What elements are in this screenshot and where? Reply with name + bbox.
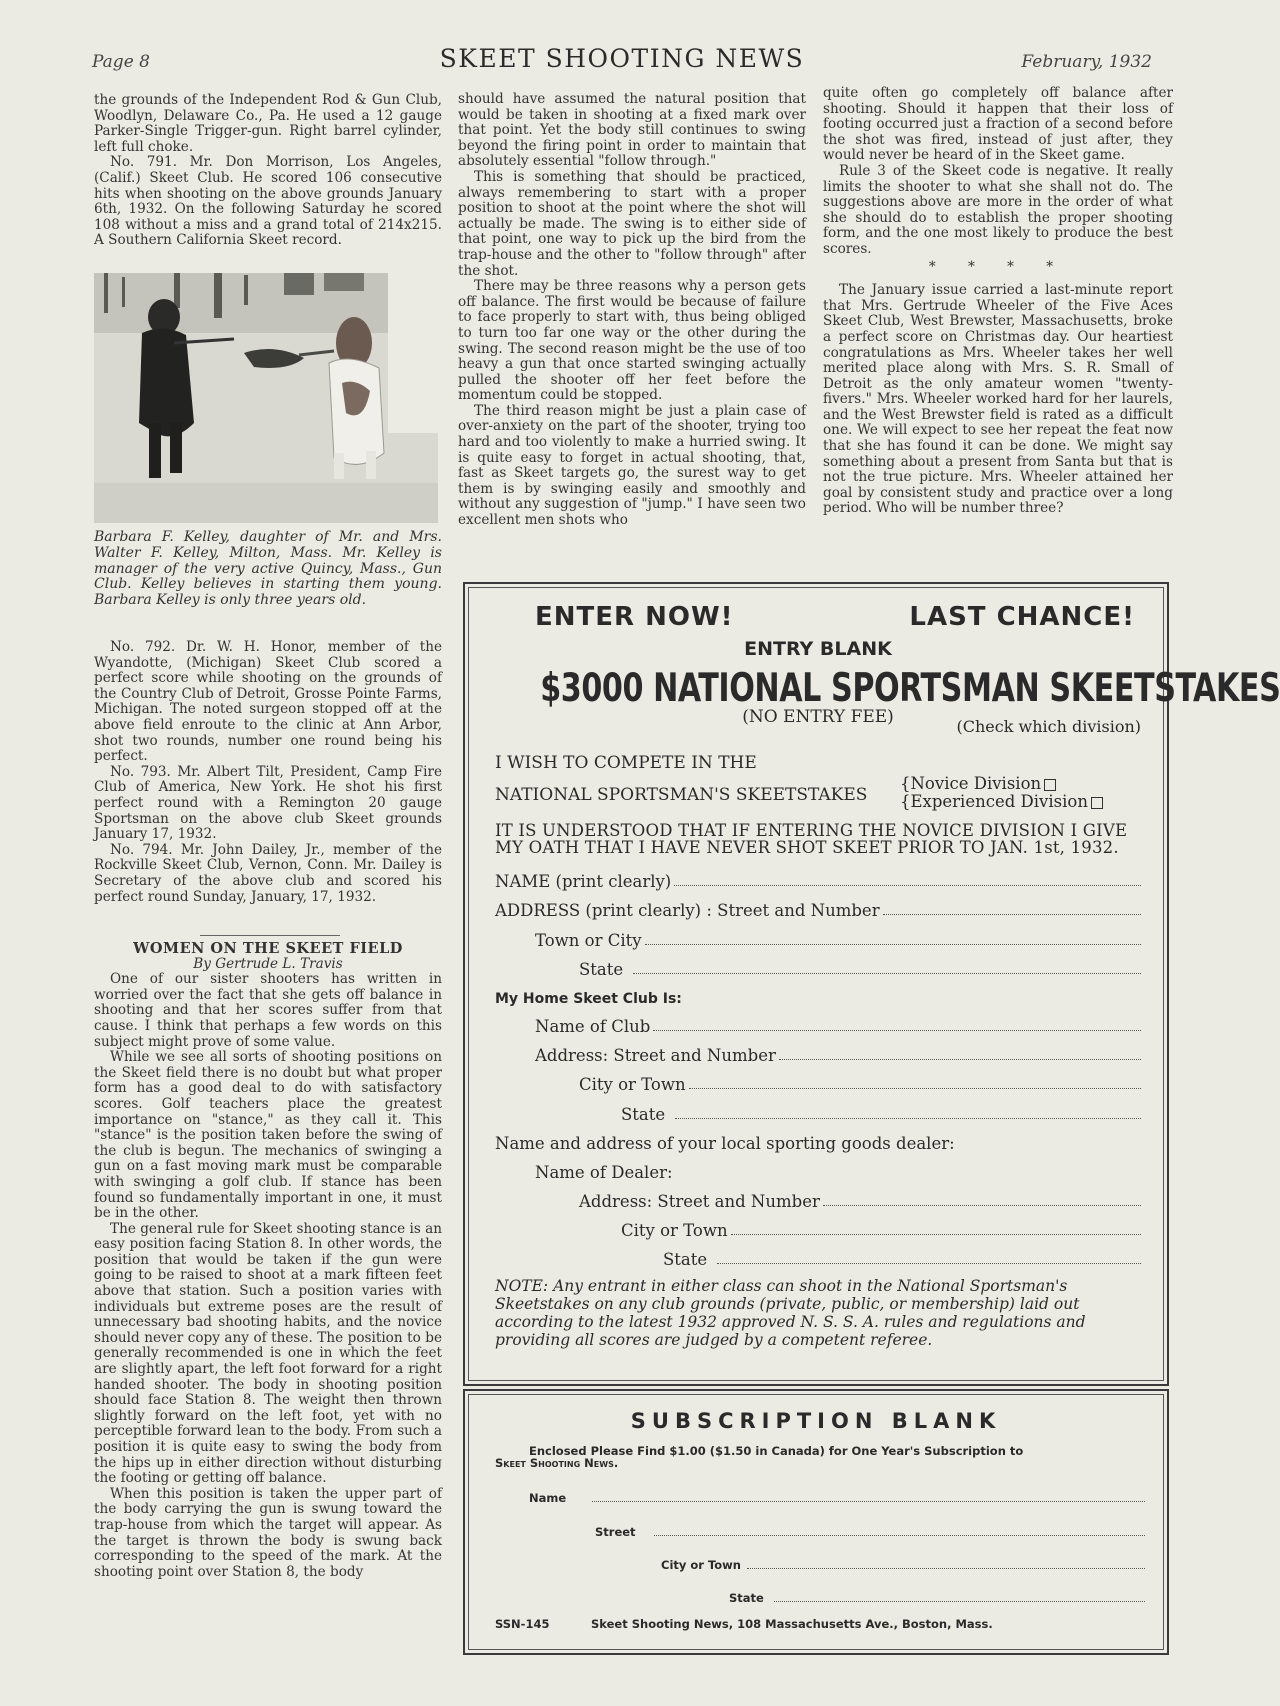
novice-division-label: {Novice Division bbox=[900, 774, 1042, 793]
paragraph-no-792: No. 792. Dr. W. H. Honor, member of the Wyandotte, (Michigan) Skeet Club scored a perfect score while shooting on the grounds of the Country Club of Detroit, Grosse Pointe Farms, Michigan. The noted surgeon stopped off at the above field enroute to the clinic at Ann Arbor, shot two rounds, number one round being his perfect. bbox=[94, 639, 442, 765]
club-state-field[interactable] bbox=[495, 1094, 1141, 1123]
subscription-enclosed bbox=[495, 1445, 1145, 1469]
club-state-line[interactable] bbox=[675, 1118, 1141, 1119]
subscription-city-field[interactable] bbox=[661, 1558, 1145, 1572]
subscription-enclosed-text: Enclosed Please Find $1.00 ($1.50 in Canada) for One Year's Subscription to bbox=[529, 1444, 1024, 1458]
club-name-field[interactable] bbox=[495, 1007, 1141, 1036]
event-name: NATIONAL SPORTSMAN'S SKEETSTAKES bbox=[495, 785, 868, 805]
division-options bbox=[900, 775, 1103, 811]
address-line[interactable] bbox=[883, 914, 1141, 915]
enter-now-heading: ENTER NOW! bbox=[535, 602, 734, 632]
dealer-address-line[interactable] bbox=[823, 1205, 1141, 1206]
state-line[interactable] bbox=[633, 973, 1141, 974]
paragraph: The third reason might be just a plain case of over-anxiety on the part of the shooter, trying too hard and too violently to make a hurried swing. It is quite easy to forget in actual shooting, that, fast as Skeet targets go, the surest way to get them is by swinging easily and smoothly and without any suggestion of "jump." I have seen two excellent men shots who bbox=[458, 402, 806, 529]
compete-line: I WISH TO COMPETE IN THE bbox=[495, 753, 757, 773]
paragraph: There may be three reasons why a person gets off balance. The first would be because of failure to face properly to start with, thus being obliged to turn too far one way or the other during the swing. The second reason might be the use of too heavy a gun that once started swinging actually pulled the shooter off her feet before the momentum could be stopped. bbox=[458, 278, 806, 404]
experienced-checkbox[interactable] bbox=[1091, 797, 1103, 809]
form-code: SSN-145 bbox=[495, 1617, 550, 1631]
entry-blank-form bbox=[463, 582, 1280, 1386]
article-byline: By Gertrude L. Travis bbox=[193, 955, 343, 972]
paragraph: This is something that should be practiced, always remembering to start with a proper position to shoot at the point where the shot will actually be made. The swing is to either side of that point, one way to pick up the bird from the trap-house and the other to "follow through" after the shot. bbox=[458, 168, 806, 279]
dealer-name-label: Name of Dealer: bbox=[535, 1162, 673, 1182]
photo-child-with-dog-and-pheasant bbox=[94, 273, 438, 523]
home-club-heading: My Home Skeet Club Is: bbox=[495, 990, 682, 1007]
column-1-middle bbox=[94, 640, 442, 905]
paragraph: The January issue carried a last-minute report that Mrs. Gertrude Wheeler of the Five Aces Skeet Club, West Brewster, Massachusetts, broke a perfect score on Christmas day. Our heartiest congratulations as Mrs. Wheeler takes her well merited place along with Mrs. S. R. Small of Detroit as the only amateur women "twenty-fivers." Mrs. Wheeler worked hard for her laurels, and the West Brewster field is rated as a difficult one. We will expect to see her repeat the feat now that she has found it can be done. We might say something about a present from Santa but that is not the true picture. Mrs. Wheeler attained her goal by consistent study and practice over a long period. Who will be number three? bbox=[823, 282, 1173, 517]
division-selector bbox=[495, 773, 1141, 815]
paragraph-no-793: No. 793. Mr. Albert Tilt, President, Camp Fire Club of America, New York. He shot his first perfect round with a Remington 20 gauge Sportsman on the above club Skeet grounds January 17, 1932. bbox=[94, 763, 442, 843]
dealer-address-label: Address: Street and Number bbox=[579, 1192, 820, 1212]
club-name-label: Name of Club bbox=[535, 1016, 651, 1036]
entry-banner bbox=[495, 602, 1141, 636]
subscription-city-label: City or Town bbox=[661, 1558, 741, 1572]
paragraph: should have assumed the natural position that would be taken in shooting at a fixed mark over that point. Yet the body still continues to swing beyond the firing point in order to maintain that absolutely essential "follow through." bbox=[458, 91, 806, 170]
subscription-blank-form bbox=[463, 1389, 1169, 1655]
club-city-field[interactable] bbox=[495, 1065, 1141, 1094]
article-title: WOMEN ON THE SKEET FIELD bbox=[133, 940, 403, 957]
state-label: State bbox=[579, 959, 624, 979]
subscription-street-line[interactable] bbox=[654, 1525, 1145, 1536]
paragraph: The general rule for Skeet shooting stance is an easy position facing Station 8. In other words, the position that would be taken if the gun were going to be raised to shoot at a mark fifteen feet above that station. Such a position varies with individuals but extreme poses are the result of unnecessary bad shooting habits, and the novice should never copy any of these. The position to be generally recommended is one in which the feet are slightly apart, the left foot forward for a right handed shooter. The body in shooting position should face Station 8. The weight then thrown slightly forward on the left foot, yet with no perceptible forward lean to the body. From such a position it is quite easy to swing the body from the hips up in either direction without disturbing the footing or getting off balance. bbox=[94, 1220, 442, 1487]
subscription-name-field[interactable] bbox=[529, 1491, 1145, 1505]
state-field[interactable] bbox=[495, 950, 1141, 979]
paragraph: the grounds of the Independent Rod & Gun Club, Woodlyn, Delaware Co., Pa. He used a 12 gauge Parker-Single Trigger-gun. Right barrel cylinder, left full choke. bbox=[94, 92, 442, 155]
club-state-label: State bbox=[621, 1104, 666, 1124]
subscription-publication: Skeet Shooting News. bbox=[495, 1456, 619, 1470]
town-line[interactable] bbox=[645, 944, 1141, 945]
skeetstakes-title: $3000 NATIONAL SPORTSMAN SKEETSTAKES bbox=[540, 666, 1280, 711]
subscription-name-line[interactable] bbox=[592, 1491, 1145, 1502]
address-field[interactable] bbox=[495, 891, 1141, 920]
entry-note: NOTE: Any entrant in either class can shoot in the National Sportsman's Skeetstakes on any club grounds (private, public, or membership) laid out according to the latest 1932 approved N. S. S. A. rules and regulations and providing all scores are judged by a competent referee. bbox=[495, 1277, 1086, 1350]
name-line[interactable] bbox=[674, 885, 1141, 886]
subscription-city-line[interactable] bbox=[747, 1558, 1145, 1569]
experienced-division-option[interactable] bbox=[900, 793, 1103, 811]
club-address-label: Address: Street and Number bbox=[535, 1046, 776, 1066]
paragraph: While we see all sorts of shooting positions on the Skeet field there is no doubt but what proper form has a good deal to do with satisfactory scores. Golf teachers place the greatest importance on "stance," as they call it. This "stance" is the position taken before the swing of the club is begun. The mechanics of swinging a gun on a fast moving mark must be comparable with swinging a golf club. If stance has been found so fundamentally important in one, it must be in the other. bbox=[94, 1049, 442, 1222]
experienced-division-label: {Experienced Division bbox=[900, 792, 1088, 811]
novice-checkbox[interactable] bbox=[1044, 779, 1056, 791]
club-address-field[interactable] bbox=[495, 1036, 1141, 1065]
paragraph-no-794: No. 794. Mr. John Dailey, Jr., member of the Rockville Skeet Club, Vernon, Conn. Mr. Dailey is Secretary of the above club and scored his perfect round Sunday, January, 17, 1932. bbox=[94, 841, 442, 905]
club-city-line[interactable] bbox=[689, 1088, 1141, 1089]
entry-blank-subtitle: ENTRY BLANK bbox=[744, 638, 892, 660]
club-address-line[interactable] bbox=[779, 1059, 1141, 1060]
subscription-street-field[interactable] bbox=[595, 1525, 1145, 1539]
town-field[interactable] bbox=[495, 920, 1141, 949]
novice-division-option[interactable] bbox=[900, 775, 1103, 793]
dealer-city-field[interactable] bbox=[495, 1211, 1141, 1240]
paragraph: When this position is taken the upper part of the body carrying the gun is swung toward the trap-house from which the target will appear. As the target is thrown the body is swung back corresponding to the speed of the mark. At the shooting point over Station 8, the body bbox=[94, 1485, 442, 1580]
photo-illustration bbox=[94, 273, 438, 523]
club-name-line[interactable] bbox=[653, 1030, 1141, 1031]
issue-date: February, 1932 bbox=[1021, 52, 1152, 72]
column-2 bbox=[458, 92, 806, 529]
dealer-state-line[interactable] bbox=[717, 1263, 1141, 1264]
column-3 bbox=[823, 86, 1173, 517]
check-division-note: (Check which division) bbox=[956, 717, 1141, 736]
mailing-address: Skeet Shooting News, 108 Massachusetts Ave., Boston, Mass. bbox=[591, 1617, 993, 1631]
subscription-state-label: State bbox=[729, 1591, 764, 1605]
paragraph: quite often go completely off balance after shooting. Should it happen that their loss of footing occurred just a fraction of a second before the shot was fired, instead of just after, they would never be heard of in the Skeet game. bbox=[823, 85, 1173, 164]
subscription-name-label: Name bbox=[529, 1491, 567, 1505]
no-entry-fee: (NO ENTRY FEE) bbox=[742, 707, 894, 727]
subscription-title: SUBSCRIPTION BLANK bbox=[630, 1409, 1002, 1433]
last-chance-heading: LAST CHANCE! bbox=[909, 602, 1135, 632]
paragraph: Rule 3 of the Skeet code is negative. It really limits the shooter to what she shall not do. The suggestions above are more in the order of what she should do to establish the proper shooting form, and the one most likely to produce the best scores. bbox=[823, 162, 1173, 257]
dealer-city-line[interactable] bbox=[731, 1234, 1141, 1235]
subscription-street-label: Street bbox=[595, 1525, 636, 1539]
name-field[interactable] bbox=[495, 862, 1141, 891]
subscription-state-line[interactable] bbox=[774, 1591, 1145, 1602]
dealer-city-label: City or Town bbox=[621, 1221, 728, 1241]
name-label: NAME (print clearly) bbox=[495, 872, 672, 892]
dealer-heading: Name and address of your local sporting goods dealer: bbox=[495, 1133, 955, 1153]
column-1-article bbox=[94, 941, 442, 1580]
article-divider bbox=[200, 935, 340, 936]
paragraph: One of our sister shooters has written in worried over the fact that she gets off balance in shooting and that her scores suffer from that cause. I think that perhaps a few words on this subject might prove of some value. bbox=[94, 971, 442, 1050]
publication-title: SKEET SHOOTING NEWS bbox=[439, 44, 805, 73]
paragraph-no-791: No. 791. Mr. Don Morrison, Los Angeles, (Calif.) Skeet Club. He scored 106 consecutive hits when shooting on the above grounds January 6th, 1932. On the following Saturday he scored 108 without a miss and a grand total of 214x215. A Southern California Skeet record. bbox=[94, 154, 442, 249]
novice-oath: IT IS UNDERSTOOD THAT IF ENTERING THE NOVICE DIVISION I GIVE MY OATH THAT I HAVE NEVER SHOT SKEET PRIOR TO JAN. 1st, 1932. bbox=[495, 821, 1128, 857]
column-1-top bbox=[94, 93, 442, 249]
subscription-state-field[interactable] bbox=[729, 1591, 1145, 1605]
town-label: Town or City bbox=[535, 930, 642, 950]
club-city-label: City or Town bbox=[579, 1075, 686, 1095]
section-separator: * * * * bbox=[928, 258, 1068, 275]
dealer-address-field[interactable] bbox=[495, 1182, 1141, 1211]
page-header bbox=[92, 44, 1152, 78]
dealer-state-label: State bbox=[663, 1250, 708, 1270]
address-label: ADDRESS (print clearly) : Street and Number bbox=[495, 901, 880, 921]
photo-caption: Barbara F. Kelley, daughter of Mr. and Mrs. Walter F. Kelley, Milton, Mass. Mr. Kelley is manager of the very active Quincy, Mass., Gun Club. Kelley believes in starting them young. Barbara Kelley is only three years old. bbox=[94, 529, 442, 609]
page-number: Page 8 bbox=[92, 52, 150, 72]
dealer-state-field[interactable] bbox=[495, 1240, 1141, 1269]
